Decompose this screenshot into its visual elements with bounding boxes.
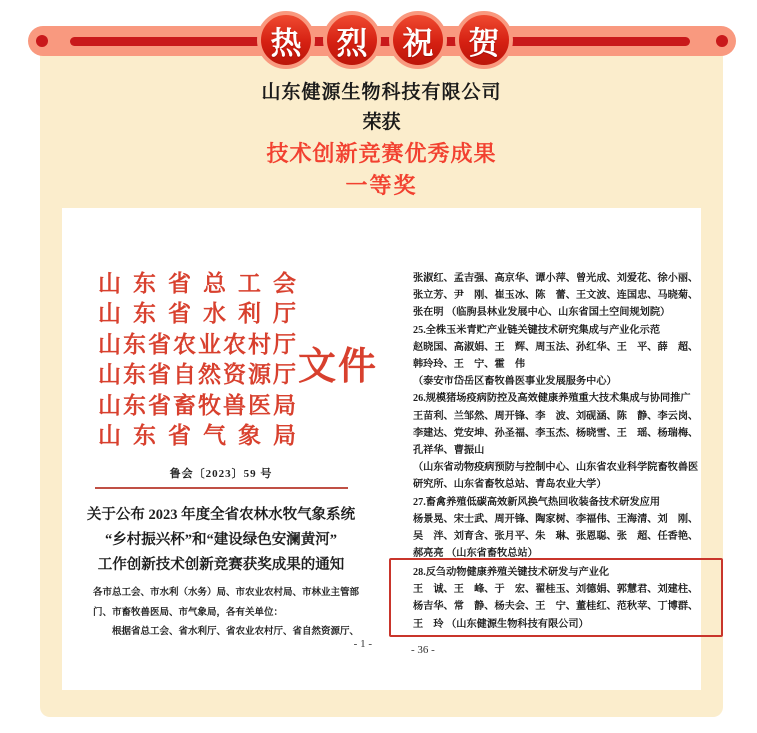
award-level: 一等奖 [345,173,418,198]
notice-body [93,584,360,643]
issuing-agencies [98,266,296,449]
banner-character-badge [455,11,513,69]
award-name: 技术创新竞赛优秀成果 [266,141,497,166]
banner-dot-right [716,35,728,47]
left-page-number: - 1 - [353,638,372,650]
banner-character: 祝 [402,25,434,61]
notice-title-line: “乡村振兴杯”和“建设绿色安澜黄河” [105,532,337,548]
banner-title [257,11,513,69]
red-divider [95,487,348,489]
highlighted-entry-line: 28.反刍动物健康养殖关键技术研发与产业化 [413,567,610,578]
winners-list-line: 26.规模猪场疫病防控及高效健康养殖重大技术集成与协同推广 [413,393,691,405]
right-page-number: - 36 - [411,644,435,656]
banner-character: 贺 [468,25,500,61]
file-label: 文件 [298,346,379,388]
banner-character-badge [257,11,315,69]
notice-title-line: 工作创新技术创新竞赛获奖成果的通知 [97,557,345,573]
notice-body-lines [93,584,360,623]
winners-list-line: 研究所、山东省畜牧总站、青岛农业大学） [413,479,607,491]
highlighted-entry-line: 杨吉华、常 静、杨夫会、王 宁、董桂红、范秋苹、丁博群、 [413,601,699,613]
notice-body-line: 门、市畜牧兽医局、市气象局，各有关单位： [93,607,284,618]
winners-list-line: 韩玲玲、王 宁、霍 伟 [413,359,526,371]
highlighted-entry-line: 王 玲 （山东健源生物科技有限公司） [413,618,589,630]
winners-list-line: 25.全株玉米青贮产业链关键技术研究集成与产业化示范 [413,324,661,336]
notice-title-line: 关于公布 2023 年度全省农林水牧气象系统 [86,507,356,523]
winners-list-line: 王苗利、兰邹然、周开锋、李 波、刘砚涵、陈 静、李云岗、 [413,410,699,422]
winners-list-line: 张立芳、尹 刚、崔玉冰、陈 蕾、王文波、连国忠、马晓菊、 [413,290,699,302]
notice-body-indent-line: 根据省总工会、省水利厅、省农业农村厅、省自然资源厅、 [112,627,360,637]
banner-character: 热 [270,25,302,61]
winners-list-line: 吴 泮、刘育含、张月平、朱 琳、张恩聪、张 超、任香艳、 [413,531,699,543]
winners-list-line: 孔祥华、曹振山 [413,445,485,457]
document-scans [62,208,701,690]
winners-list-line: 杨景晃、宋士武、周开锋、陶家树、李福伟、王海清、刘 刚、 [413,513,699,525]
agency-name: 山 东 省 水 利 厅 [98,301,296,327]
agency-name: 山 东 省 自 然 资 源 厅 [98,362,296,388]
awarded-label: 荣获 [362,112,401,133]
winners-list-line: （山东省动物疫病预防与控制中心、山东省农业科学院畜牧兽医 [413,462,699,474]
winners-list-line: 李建达、党安坤、孙圣福、李玉杰、杨晓雪、王 瑶、杨瑞梅、 [413,427,699,439]
winners-list-line: 张淑红、孟吉强、高京华、谭小萍、曾光成、刘爱花、徐小丽、 [413,273,699,284]
document-number: 鲁会〔2023〕59 号 [169,468,273,480]
company-name: 山东健源生物科技有限公司 [261,82,502,103]
agency-name: 山 东 省 总 工 会 [98,270,296,296]
agency-name: 山 东 省 气 象 局 [98,423,296,449]
banner-dot-left [36,35,48,47]
highlighted-award-entry [389,558,723,637]
winners-list-line: 赵晓国、高淑娟、王 辉、周玉法、孙红华、王 平、薛 超、 [413,341,699,353]
notice-body-line: 各市总工会、市水利（水务）局、市农业农村局、市林业主管部 [93,588,360,598]
highlighted-entry-line: 王 诚、王 峰、于 宏、翟桂玉、刘德娟、郭慧君、刘建柱、 [413,584,699,596]
winners-list-line: （泰安市岱岳区畜牧兽医事业发展服务中心） [413,376,617,388]
agency-name: 山 东 省 畜 牧 兽 医 局 [98,392,296,418]
winners-list-line: 郝亮亮 （山东省畜牧总站） [413,548,538,560]
winners-list [413,270,705,562]
winners-list-line: 27.畜禽养殖低碳高效新风换气热回收装备技术研发应用 [413,496,661,508]
agency-name: 山 东 省 农 业 农 村 厅 [98,331,296,357]
banner-character-badge [389,11,447,69]
notice-title [62,503,380,578]
banner-character: 烈 [336,25,368,61]
winners-list-line: 张在明 （临朐县林业发展中心、山东省国土空间规划院） [413,307,671,319]
banner-character-badge [323,11,381,69]
